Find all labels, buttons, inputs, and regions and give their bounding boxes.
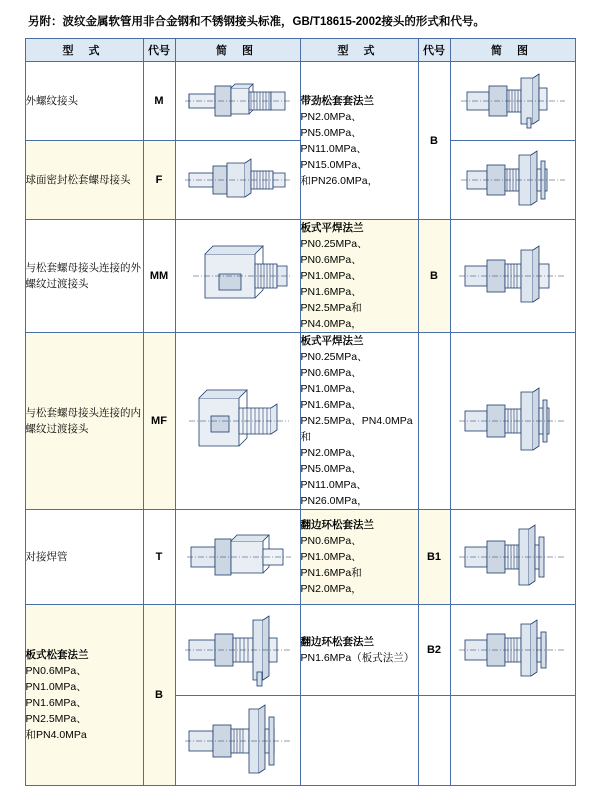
type-cell-m: 外螺纹接头 <box>25 62 143 141</box>
diagram-ribbed-lap-joint-flange-2 <box>450 141 575 220</box>
table-header <box>25 39 575 62</box>
header-type-left: 型 式 <box>25 39 143 62</box>
diagram-flanged-ring-lap-joint-flange-2 <box>450 605 575 696</box>
type-line: PN0.6MPa、PN1.0MPa、 <box>25 665 87 693</box>
diagram-plate-flat-welding-flange-2 <box>450 333 575 510</box>
type-cell-ribbed-flange <box>300 62 418 220</box>
page-title: 另附：波纹金属软管用非合金钢和不锈钢接头标准，GB/T18615-2002接头的形式和代号。 <box>28 16 485 28</box>
diagram-plate-flat-welding-flange-1 <box>450 220 575 333</box>
code-cell-ribbed-flange: B <box>418 62 450 220</box>
code-cell-plate-lap-flange: B <box>143 605 175 786</box>
code-cell-mf: MF <box>143 333 175 510</box>
diagram-ribbed-lap-joint-flange-1 <box>450 62 575 141</box>
type-line: PN1.6MPa和PN2.0MPa， <box>300 567 362 595</box>
diagram-male-thread-fitting <box>175 62 300 141</box>
table-row <box>25 605 575 696</box>
diagram-butt-weld-pipe <box>175 510 300 605</box>
type-title: 翻边环松套法兰 <box>300 519 374 531</box>
code-cell-plate-flat-flange-1: B <box>418 220 450 333</box>
type-line: PN1.6MPa（板式法兰） <box>300 652 415 664</box>
type-cell-f: 球面密封松套螺母接头 <box>25 141 143 220</box>
type-cell-plate-flat-flange-1 <box>300 220 418 333</box>
type-line: PN1.6MPa、PN2.5MPa、 <box>25 697 87 725</box>
code-cell-flanged-ring-b1: B1 <box>418 510 450 605</box>
diagram-male-thread-transition-fitting <box>175 220 300 333</box>
type-cell-flanged-ring-b1 <box>300 510 418 605</box>
table-row <box>25 62 575 141</box>
type-cell-mf: 与松套螺母接头连接的内螺纹过渡接头 <box>25 333 143 510</box>
type-cell-plate-lap-flange <box>25 605 143 786</box>
type-cell-plate-flat-flange-2 <box>300 333 418 510</box>
type-line: PN2.5MPa、PN4.0MPa 和 <box>300 415 413 443</box>
type-line: PN11.0MPa、PN26.0MPa， <box>300 479 368 507</box>
code-cell-m: M <box>143 62 175 141</box>
type-line: PN0.25MPa、PN0.6MPa、 <box>300 351 368 379</box>
type-title: 带劲松套套法兰 <box>300 94 374 107</box>
type-cell-mm: 与松套螺母接头连接的外螺纹过渡接头 <box>25 220 143 333</box>
type-cell-flanged-ring-b2 <box>300 605 418 696</box>
code-cell-empty <box>418 696 450 786</box>
diagram-spherical-seal-union-nut-fitting <box>175 141 300 220</box>
header-code-right: 代号 <box>418 39 450 62</box>
type-line: 和PN4.0MPa <box>25 729 87 741</box>
type-line: PN2.0MPa、PN5.0MPa、 <box>300 447 362 475</box>
type-cell-t: 对接焊管 <box>25 510 143 605</box>
type-cell-empty <box>300 696 418 786</box>
table-row <box>25 510 575 605</box>
type-line: PN0.6MPa、PN1.0MPa、 <box>300 535 362 563</box>
diagram-female-thread-transition-fitting <box>175 333 300 510</box>
code-cell-f: F <box>143 141 175 220</box>
type-line: PN2.5MPa和PN4.0MPa， <box>300 302 362 330</box>
header-type-right: 型 式 <box>300 39 418 62</box>
type-line: PN11.0MPa、PN15.0MPa、 <box>300 142 368 171</box>
header-pic-right: 简 图 <box>450 39 575 62</box>
diagram-flanged-ring-lap-joint-flange-1 <box>450 510 575 605</box>
code-cell-plate-flat-flange-2 <box>418 333 450 510</box>
fitting-types-table <box>25 38 576 786</box>
type-title: 板式平焊法兰 <box>300 335 364 347</box>
diagram-empty <box>450 696 575 786</box>
type-title: 翻边环松套法兰 <box>300 636 374 648</box>
type-line: 和PN26.0MPa， <box>300 174 379 187</box>
type-title: 板式平焊法兰 <box>300 222 364 234</box>
type-line: PN1.0MPa、PN1.6MPa、 <box>300 383 362 411</box>
type-line: PN2.0MPa、PN5.0MPa、 <box>300 110 362 139</box>
code-cell-t: T <box>143 510 175 605</box>
type-title: 板式松套法兰 <box>25 649 89 661</box>
diagram-plate-lap-joint-flange-1 <box>175 605 300 696</box>
header-code-left: 代号 <box>143 39 175 62</box>
type-line: PN1.0MPa、PN1.6MPa、 <box>300 270 362 298</box>
code-cell-flanged-ring-b2: B2 <box>418 605 450 696</box>
diagram-plate-lap-joint-flange-2 <box>175 696 300 786</box>
type-line: PN0.25MPa、PN0.6MPa、 <box>300 238 368 266</box>
table-row <box>25 333 575 510</box>
header-pic-left: 简 图 <box>175 39 300 62</box>
table-row <box>25 220 575 333</box>
code-cell-mm: MM <box>143 220 175 333</box>
